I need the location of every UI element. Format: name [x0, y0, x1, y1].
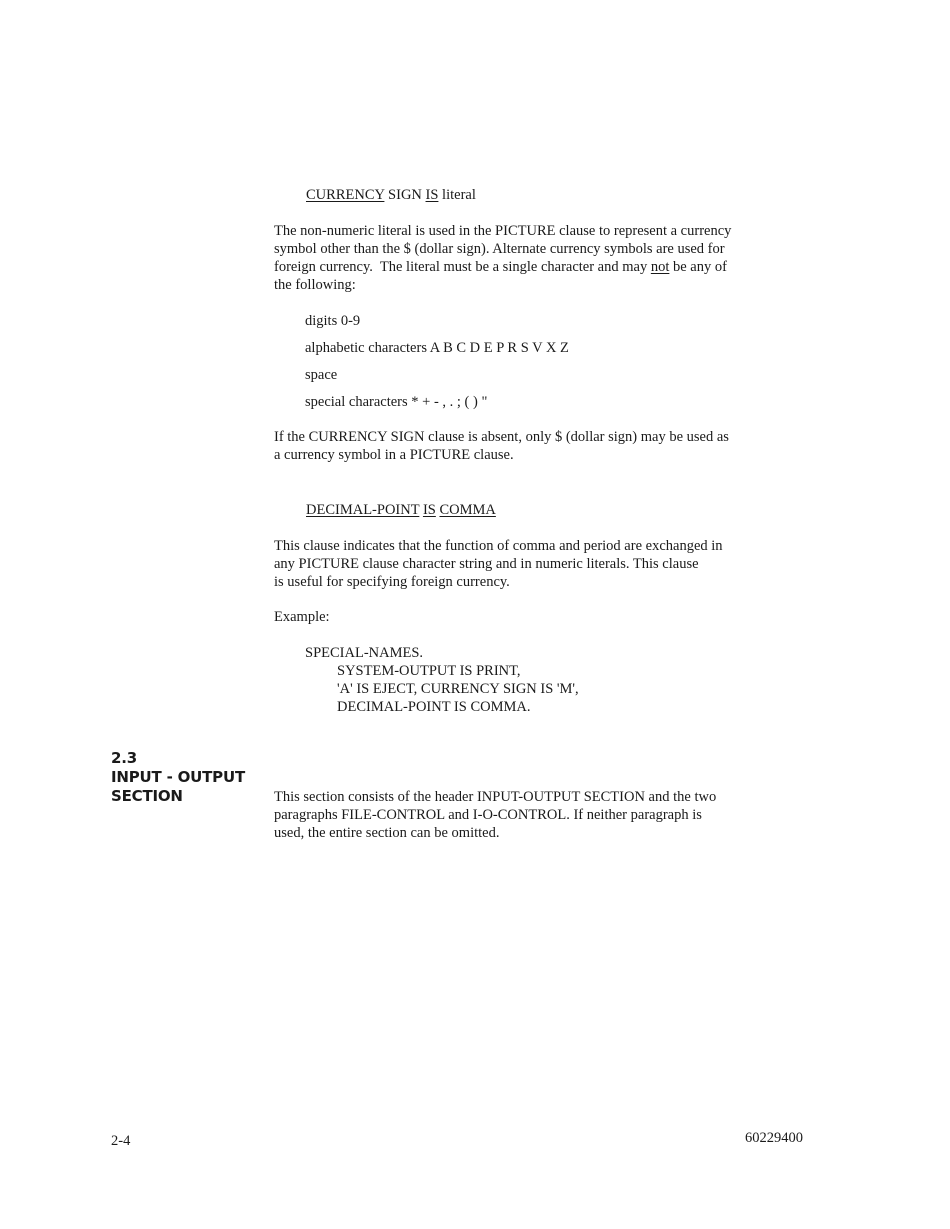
currency-sign-clause: CURRENCY SIGN IS literal	[306, 187, 476, 203]
example-code: SPECIAL-NAMES. SYSTEM-OUTPUT IS PRINT, 'A' IS EJECT, CURRENCY SIGN IS 'M', DECIMAL-POINT IS COMMA.	[305, 645, 579, 715]
decimal-point-clause	[306, 501, 496, 519]
exclusion-item: digits 0-9	[305, 313, 361, 329]
section-title-line: SECTION	[111, 787, 183, 805]
keyword-is: IS	[425, 187, 439, 203]
exclusion-item: special characters * + - , . ; ( ) "	[305, 394, 488, 410]
section-title-line: INPUT - OUTPUT	[111, 768, 245, 786]
keyword-currency: CURRENCY	[306, 187, 385, 203]
keyword-decimal-point: DECIMAL-POINT	[306, 502, 420, 518]
keyword-comma: COMMA	[439, 502, 496, 518]
currency-absent-note: If the CURRENCY SIGN clause is absent, only $ (dollar sign) may be used as a currency symbol in a PICTURE clause.	[274, 429, 729, 463]
exclusion-item: alphabetic characters A B C D E P R S V X Z	[305, 340, 569, 356]
section-heading	[111, 749, 245, 806]
emphasis-not: not	[650, 259, 670, 275]
section-number: 2.3	[111, 749, 137, 767]
page-number: 2-4	[111, 1133, 131, 1149]
keyword-is: IS	[422, 502, 436, 518]
exclusion-item: space	[305, 367, 338, 383]
document-number: 60229400	[745, 1130, 803, 1146]
example-label: Example:	[274, 609, 330, 625]
currency-description: The non-numeric literal is used in the PICTURE clause to represent a currency symbol other than the $ (dollar sign). Alternate currency symbols are used for foreign currency. The literal must be a single character and may not be any of the following:	[274, 223, 732, 293]
decimal-description: This clause indicates that the function of comma and period are exchanged in any PICTURE clause character string and in numeric literals. This clause is useful for specifying foreign currency.	[274, 538, 723, 590]
section-description: This section consists of the header INPUT-OUTPUT SECTION and the two paragraphs FILE-CONTROL and I-O-CONTROL. If neither paragraph is used, the entire section can be omitted.	[274, 789, 717, 841]
